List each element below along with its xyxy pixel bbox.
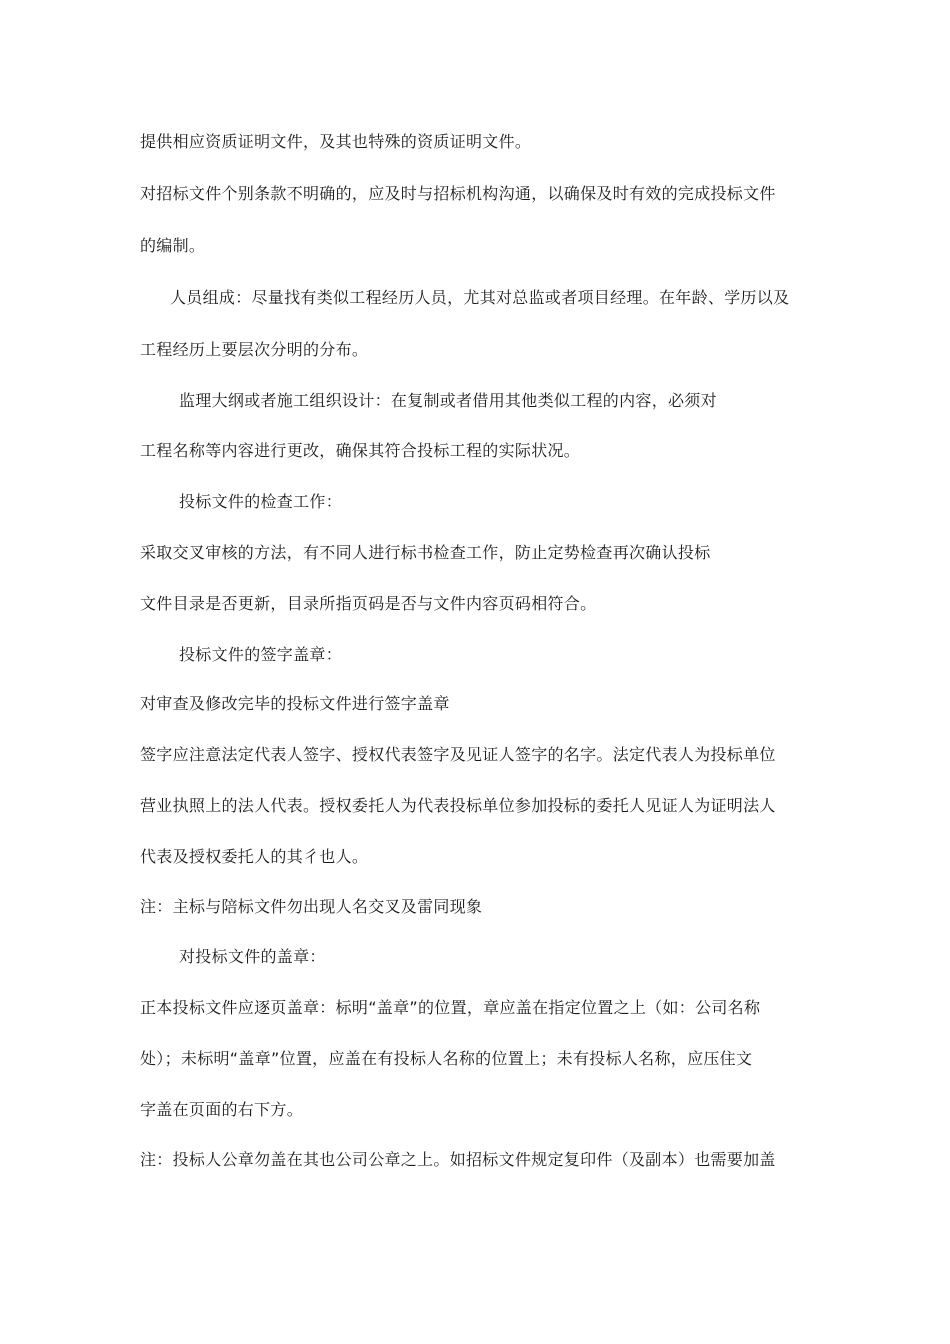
text-line: 工程经历上要层次分明的分布。 [140,340,369,359]
text-line: 签字应注意法定代表人签字、授权代表签字及见证人签字的名字。法定代表人为投标单位 [140,745,776,764]
text-line: 文件目录是否更新，目录所指页码是否与文件内容页码相符合。 [140,594,597,613]
text-line: 提供相应资质证明文件，及其也特殊的资质证明文件。 [140,132,532,151]
text-line: 采取交叉审核的方法，有不同人进行标书检查工作，防止定势检查再次确认投标 [140,543,711,562]
section-heading: 对投标文件的盖章： [179,947,326,966]
text-line: 对审查及修改完毕的投标文件进行签字盖章 [140,694,450,713]
text-line: 人员组成：尽量找有类似工程经历人员，尤其对总监或者项目经理。在年龄、学历以及 [170,288,790,307]
text-line: 字盖在页面的右下方。 [140,1100,304,1119]
text-line: 工程名称等内容进行更改，确保其符合投标工程的实际状况。 [140,441,581,460]
text-line: 营业执照上的法人代表。授权委托人为代表投标单位参加投标的委托人见证人为证明法人 [140,796,776,815]
note-line: 注：主标与陪标文件勿出现人名交叉及雷同现象 [140,897,483,916]
note-line: 注：投标人公章勿盖在其也公司公章之上。如招标文件规定复印件（及副本）也需要加盖 [140,1150,776,1169]
text-line: 正本投标文件应逐页盖章：标明“盖章”的位置，章应盖在指定位置之上（如：公司名称 [140,998,761,1017]
text-line: 的编制。 [140,236,206,255]
section-heading: 投标文件的检查工作： [179,492,343,511]
section-heading: 投标文件的签字盖章： [179,645,343,664]
text-line: 处）；未标明“盖章”位置，应盖在有投标人名称的位置上；未有投标人名称，应压住文 [140,1049,753,1068]
text-line: 监理大纲或者施工组织设计：在复制或者借用其他类似工程的内容，必须对 [179,391,717,410]
text-line: 对招标文件个别条款不明确的，应及时与招标机构沟通，以确保及时有效的完成投标文件 [140,184,776,203]
text-line: 代表及授权委托人的其彳也人。 [140,847,369,866]
